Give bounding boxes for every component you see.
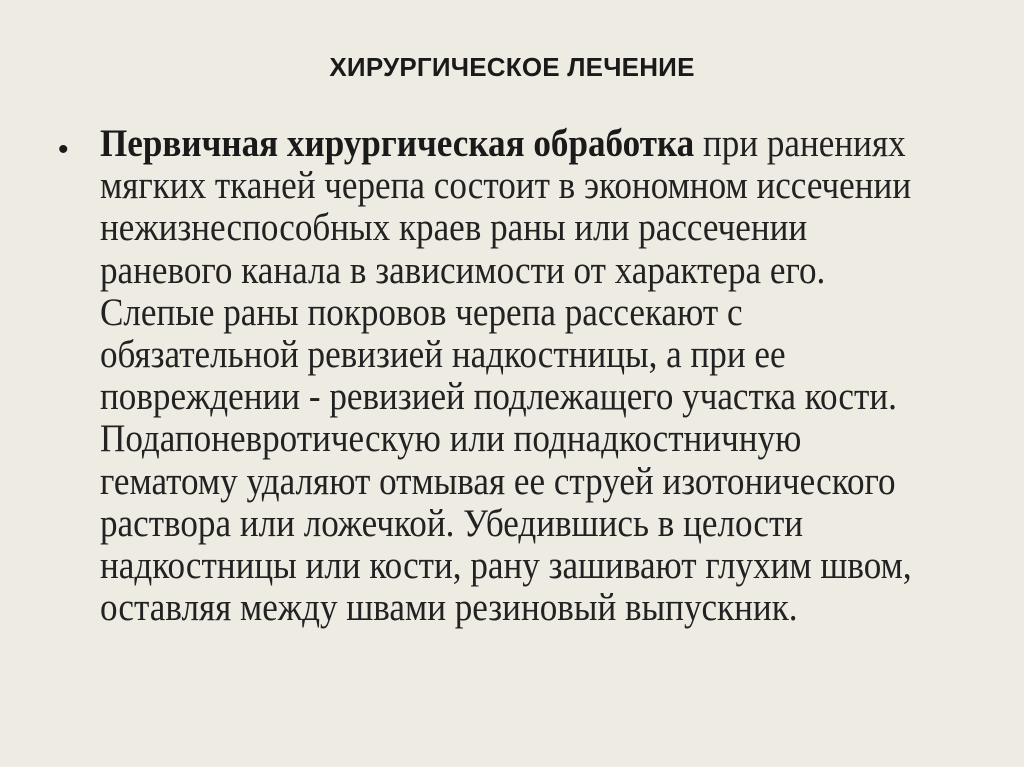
bullet-item — [58, 123, 958, 629]
bullet-body: при ранениях мягких тканей черепа состоит в экономном иссечении нежизнеспособных краев раны или рассечении раневого канала в зависимости от характера его. Слепые раны покровов черепа рассекают с обязательной ревизией надкостницы, а при ее повреждении - ревизией подлежащего участка кости. Подапоневротическую или поднадкостничную гематому удаляют отмывая ее струей изотонического раствора или ложечкой. Убедившись в целости надкостницы или кости, рану зашивают глухим швом, оставляя между швами резиновый выпускник. — [100, 122, 912, 630]
slide-content — [58, 123, 958, 629]
slide-title: ХИРУРГИЧЕСКОЕ ЛЕЧЕНИЕ — [329, 52, 695, 82]
bullet-bold-lead: Первичная хирургическая обработка — [100, 122, 695, 165]
bullet-marker: • — [58, 133, 69, 166]
bullet-text — [100, 123, 928, 629]
